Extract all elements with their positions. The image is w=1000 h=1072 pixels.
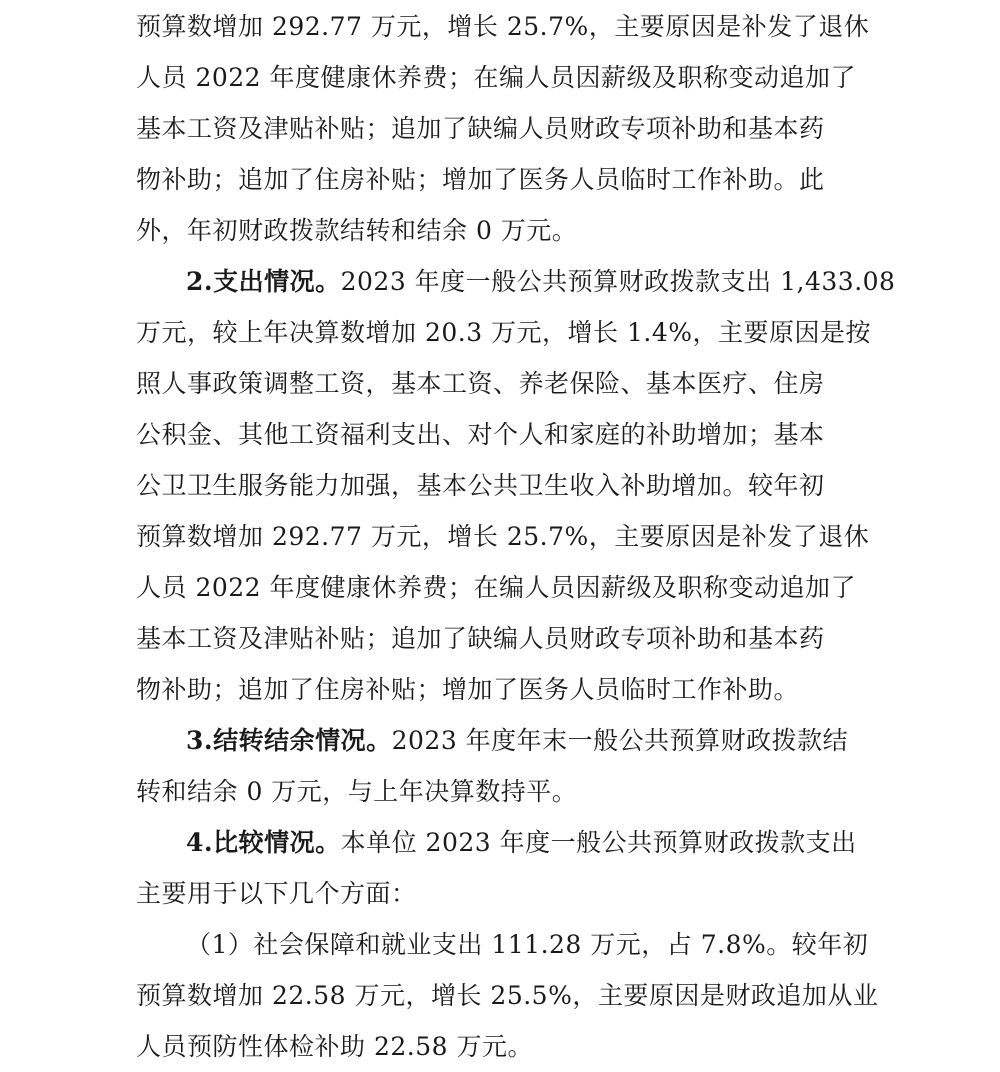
section-2-text: 2023 年度一般公共预算财政拨款支出 1,433.08 [340,267,896,296]
paragraph-line: 人员 2022 年度健康休养费；在编人员因薪级及职称变动追加了 [136,63,857,92]
section-3-heading: 3.结转结余情况。 [186,726,392,755]
paragraph-line: 人员 2022 年度健康休养费；在编人员因薪级及职称变动追加了 [136,573,857,602]
paragraph-line: 人员预防性体检补助 22.58 万元。 [136,1032,533,1061]
paragraph-line: 主要用于以下几个方面： [136,879,417,908]
paragraph-line: 公积金、其他工资福利支出、对个人和家庭的补助增加；基本 [136,420,825,449]
paragraph-line: 基本工资及津贴补贴；追加了缺编人员财政专项补助和基本药 [136,624,825,653]
paragraph-line: 万元，较上年决算数增加 20.3 万元，增长 1.4%，主要原因是按 [136,318,872,347]
section-2-heading: 2.支出情况。 [186,267,341,296]
section-4-heading: 4.比较情况。 [186,828,341,857]
paragraph-line: 物补助；追加了住房补贴；增加了医务人员临时工作补助。 [136,675,800,704]
section-4-text: 本单位 2023 年度一般公共预算财政拨款支出 [340,828,857,857]
section-3-first-line [186,715,848,766]
section-4-first-line [186,817,857,868]
paragraph-line: 预算数增加 22.58 万元，增长 25.5%，主要原因是财政追加从业 [136,981,879,1010]
paragraph-line: 物补助；追加了住房补贴；增加了医务人员临时工作补助。此 [136,165,825,194]
paragraph-line: 公卫卫生服务能力加强，基本公共卫生收入补助增加。较年初 [136,471,825,500]
section-3-text: 2023 年度年末一般公共预算财政拨款结 [391,726,849,755]
item-1-first-line: （1）社会保障和就业支出 111.28 万元，占 7.8%。较年初 [186,930,869,959]
paragraph-line: 外，年初财政拨款结转和结余 0 万元。 [136,216,578,245]
section-2-first-line [186,256,895,307]
paragraph-line: 转和结余 0 万元，与上年决算数持平。 [136,777,578,806]
paragraph-line: 预算数增加 292.77 万元，增长 25.7%，主要原因是补发了退休 [136,12,870,41]
paragraph-line: 基本工资及津贴补贴；追加了缺编人员财政专项补助和基本药 [136,114,825,143]
paragraph-line: 照人事政策调整工资，基本工资、养老保险、基本医疗、住房 [136,369,825,398]
paragraph-line: 预算数增加 292.77 万元，增长 25.7%，主要原因是补发了退休 [136,522,870,551]
